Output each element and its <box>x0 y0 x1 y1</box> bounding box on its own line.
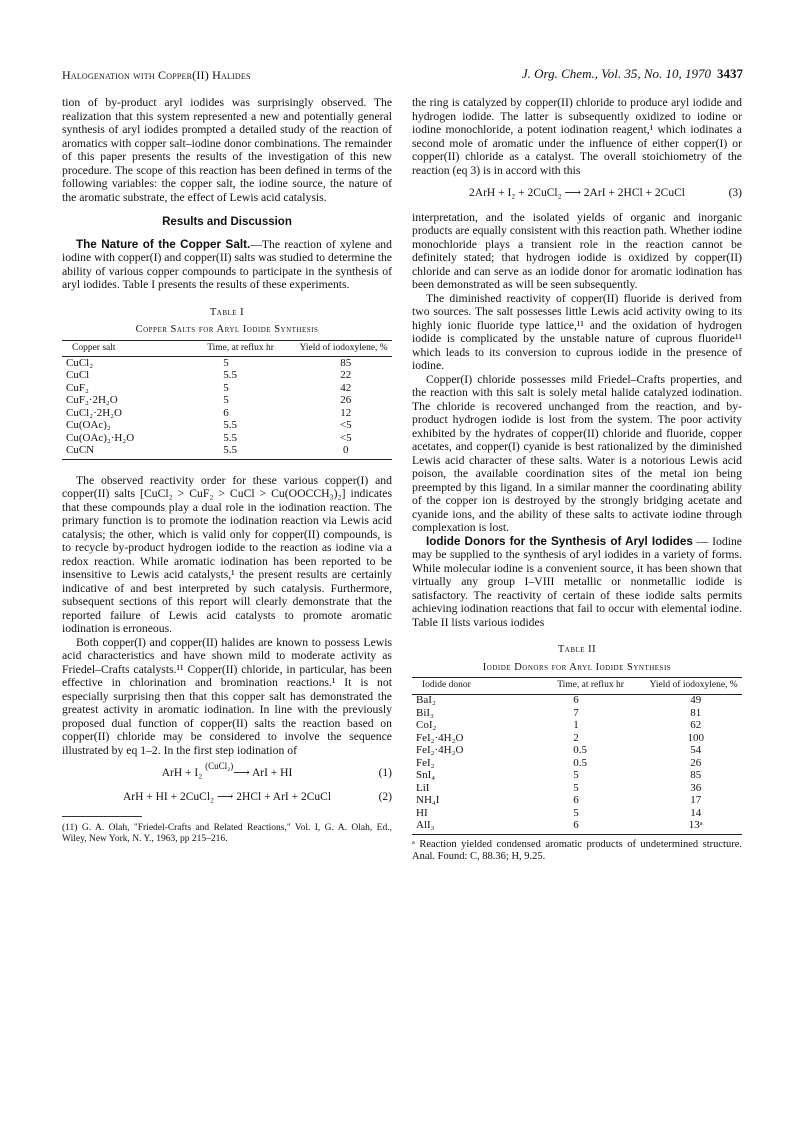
paragraph: The observed reactivity order for these various copper(I) and copper(II) salts [CuCl₂ > CuF₂ > CuCl > Cu(OOCCH₃)₂] indicates that these compounds play a dual role in the iodination reaction. The primary function is to promote the iodination reaction via Lewis acid catalysis; the other, which is valid only for copper(II) compounds, is to recycle by-product hydrogen iodide to the reaction as iodine via a redox reaction. While aromatic iodination has been reported to be insensitive to Lewis acid catalysts,¹ the present results are certainly indicative of and best interpreted by such catalysis. Furthermore, subsequent sections of this report will clearly demonstrate that the reported failure of Lewis acid catalysts to promote aromatic iodination is erroneous. <box>62 473 392 635</box>
table-cell: 5 <box>573 806 579 819</box>
table-cell: FeI₂ <box>416 756 435 769</box>
table-cell: 26 <box>690 756 702 769</box>
table-cell: 62 <box>690 719 702 731</box>
table-cell: 5 <box>223 356 229 369</box>
table-cell: CuF₂·2H₂O <box>66 394 118 406</box>
table-row <box>62 395 392 408</box>
paragraph: tion of by-product aryl iodides was surprisingly observed. The realization that this system represented a new and potentially general synthesis of aryl iodides prompted a detailed study of the reaction of aromatics with copper salt–iodine donor combinations. The remainder of this paper presents the results of the investigation of this new procedure. The scope of this reaction has been defined in terms of the following variables: the copper salt, the iodine source, the nature of the aromatic substrate, the effect of Lewis acid catalysis. <box>62 96 392 204</box>
table-cell: CuCl₂·2H₂O <box>66 406 122 419</box>
left-column <box>62 96 392 845</box>
journal-citation <box>522 66 743 82</box>
table-cell: 100 <box>687 731 705 744</box>
equation-number: (2) <box>378 790 392 803</box>
table-1-grid <box>62 340 392 460</box>
table-cell: 81 <box>690 706 702 719</box>
table-cell: 12 <box>340 406 352 419</box>
column-header: Copper salt <box>62 340 207 357</box>
table-cell: CoI₂ <box>416 719 437 731</box>
table-row <box>62 370 392 383</box>
table-cell: Cu(OAc)₂ <box>66 419 111 431</box>
table-cell: 49 <box>690 694 702 706</box>
table-cell: <5 <box>339 419 352 431</box>
footnote: (11) G. A. Olah, "Friedel-Crafts and Related Reactions," Vol. I, G. A. Olah, Ed., Wiley, New York, N. Y., 1963, pp 215–216. <box>62 823 392 844</box>
table-cell: 1 <box>573 719 579 731</box>
table-row <box>62 407 392 420</box>
equation-body: ArH + HI + 2CuCl₂ ⟶ 2HCl + ArI + 2CuCl <box>122 790 332 803</box>
table-label: Table II <box>557 644 597 655</box>
column-header: Time, at reflux hr <box>207 340 299 357</box>
equation-2 <box>62 791 392 805</box>
table-cell: 85 <box>340 356 352 369</box>
section-title: Results and Discussion <box>162 216 292 228</box>
run-in-heading: The Nature of the Copper Salt. <box>76 237 251 251</box>
paragraph-text: — Iodine may be supplied to the synthesis of aryl iodides in a variety of forms. While molecular iodine is a convenient source, it has been shown that virtually any group I–VIII metallic or nonmetallic iodide is satisfactory. The reactivity of certain of these iodide salts permits achieving iodination reactions that fail to occur with elemental iodine. Table II lists various iodides <box>412 534 742 629</box>
table-row <box>412 820 742 835</box>
right-column <box>412 96 742 877</box>
table-cell: <5 <box>339 431 352 444</box>
table-cell: AlI₃ <box>412 820 557 835</box>
paragraph: the ring is catalyzed by copper(II) chloride to produce aryl iodide and hydrogen iodide. The latter is subsequently oxidized to iodine or iodine monochloride, a potent iodination reagent,¹ which iodinates a second mole of aromatic under the influence of either copper(I) or copper(II) chloride as a catalyst. The overall stoichiometry of the reaction (eq 3) is in accord with this <box>412 96 742 177</box>
table-cell: Cu(OAc)₂·H₂O <box>66 431 135 444</box>
equation-3 <box>412 187 742 201</box>
table-2-grid <box>412 677 742 835</box>
table-row <box>412 757 742 770</box>
table-cell: 7 <box>573 706 579 719</box>
table-row <box>412 694 742 707</box>
running-header: Halogenation with Copper(II) Halides <box>62 68 251 82</box>
table-cell: 0.5 <box>573 744 587 756</box>
equation-number: (1) <box>378 767 392 779</box>
table-label: Table I <box>209 306 245 318</box>
table-cell: 5.5 <box>207 445 299 460</box>
table-cell: BiI₃ <box>416 706 434 719</box>
table-title: Iodide Donors for Aryl Iodide Synthesis <box>482 661 672 673</box>
table-cell: CuCl <box>66 369 90 381</box>
table-cell: 85 <box>690 769 702 781</box>
paragraph: The diminished reactivity of copper(II) fluoride is derived from two sources. The salt possesses little Lewis acid activity owing to its highly ionic fluoride type lattice,¹¹ and the oxidation of hydrogen iodide is complicated by the unstable nature of cuprous fluoride¹¹ which leads to its conversion to cuprous iodide in the presence of iodine. <box>412 291 742 372</box>
column-header: Iodide donor <box>412 678 557 695</box>
table-footnote: ᵃ Reaction yielded condensed aromatic products of undetermined structure. Anal. Found: C, 88.36; H, 9.25. <box>412 838 742 862</box>
table-cell: 5.5 <box>223 431 237 444</box>
table-1 <box>62 306 392 460</box>
table-cell: 17 <box>690 794 702 806</box>
equation-lhs: ArH + I₂ <box>161 767 203 779</box>
equation-body: 2ArH + I₂ + 2CuCl₂ ⟶ 2ArI + 2HCl + 2CuCl <box>469 187 685 199</box>
table-row <box>412 732 742 745</box>
table-cell: 36 <box>690 781 702 794</box>
table-row <box>412 795 742 808</box>
table-row <box>412 807 742 820</box>
footnote-rule <box>62 816 142 817</box>
table-cell: 54 <box>690 744 702 756</box>
table-row <box>62 445 392 460</box>
paragraph: Copper(I) chloride possesses mild Friedel–Crafts properties, and the reaction with this salt is solely metal halide catalyzed iodination. The chloride is recovered unchanged from the reaction, and by-product hydrogen iodide is lost from the system. The poor activity exhibited by the hydrates of copper(II) chloride and fluoride, copper acetates, and copper(I) cyanide is best rationalized by the diminished Lewis acid character of these salts. Water is a notorious Lewis acid poison, the available coordination sites of the metal ion being preempted by this ligand. In a similar manner the coordinating ability of the copper ion is destroyed by the strongly bridging acetate and cyanide ions, and the ability of these salts to activate iodine through complexation is lost. <box>412 372 742 534</box>
table-cell: 5.5 <box>223 419 237 431</box>
table-cell: 2 <box>573 731 579 744</box>
table-cell: 0.5 <box>573 756 587 769</box>
table-cell: 13ᵃ <box>650 820 742 835</box>
table-row <box>412 707 742 720</box>
table-cell: 42 <box>340 381 352 394</box>
table-row <box>412 745 742 758</box>
catalyst-label: (CuCl₂) <box>205 761 234 771</box>
table-cell: 5 <box>223 381 229 394</box>
table-row <box>62 420 392 433</box>
equation-number: (3) <box>728 187 742 199</box>
table-cell: 5.5 <box>223 369 237 381</box>
table-cell: FeI₂·4H₂O <box>416 731 464 744</box>
table-cell: CuF₂ <box>66 381 89 394</box>
table-cell: CuCl₂ <box>66 356 94 369</box>
table-cell: NH₄I <box>416 794 440 806</box>
table-row <box>412 770 742 783</box>
page-number: 3437 <box>717 66 743 81</box>
table-cell: 5 <box>573 781 579 794</box>
table-cell: LiI <box>416 781 430 794</box>
table-cell: 26 <box>340 394 352 406</box>
table-cell: CuCN <box>62 445 207 460</box>
paragraph: Both copper(I) and copper(II) halides are known to possess Lewis acid characteristics and have shown mild to moderate activity as Friedel–Crafts catalysts.¹¹ Copper(II) chloride, in particular, has been effective in chlorination and bromination reactions.¹ It is not especially surprising then that this copper salt has demonstrated the greatest activity in aromatic iodination. In line with the previously proposed dual function of copper(II) salts the reaction based on copper(II) chloride may be considered to involve the sequence illustrated by eq 1–2. In the first step iodination of <box>62 635 392 757</box>
table-row <box>62 432 392 445</box>
table-cell: 6 <box>223 406 229 419</box>
column-header: Yield of iodoxylene, % <box>300 340 392 357</box>
table-row <box>412 782 742 795</box>
table-cell: 22 <box>340 369 352 381</box>
column-header: Yield of iodoxylene, % <box>650 678 742 695</box>
table-cell: BaI₂ <box>416 694 436 706</box>
table-cell: 6 <box>557 820 649 835</box>
table-row <box>62 357 392 370</box>
paragraph: interpretation, and the isolated yields of organic and inorganic products are equally consistent with this reaction path. Whether iodine monochloride plays a transient role in the reaction cannot be definitely stated; that hydrogen iodide is oxidized by copper(II) chloride and can serve as an iodide donor for aromatic iodination has been demonstrated as will be seen subsequently. <box>412 210 742 291</box>
table-cell: 5 <box>223 394 229 406</box>
journal-ref: J. Org. Chem., Vol. 35, No. 10, 1970 <box>521 66 711 81</box>
table-cell: FeI₂·4H₂O <box>416 744 464 756</box>
table-cell: 6 <box>573 794 579 806</box>
table-title: Copper Salts for Aryl Iodide Synthesis <box>135 324 319 335</box>
table-2 <box>412 643 742 863</box>
equation-1: ArH + I₂ $^{(CuCl_2)}$⟶ ArI + HI (1) <box>161 761 392 779</box>
table-cell: SnI₄ <box>416 769 436 781</box>
table-cell: 14 <box>690 806 702 819</box>
table-cell: 6 <box>573 694 579 706</box>
paragraph <box>412 535 742 630</box>
table-cell: 0 <box>300 445 392 460</box>
table-row <box>412 720 742 733</box>
equation-rhs: ArI + HI <box>251 767 293 779</box>
column-header: Time, at reflux hr <box>557 678 649 695</box>
table-cell: 5 <box>573 769 579 781</box>
paragraph-text: —The reaction of xylene and iodine with copper(I) and copper(II) salts was studied to determine the ability of various copper compounds to participate in the synthesis of aryl iodides. Table I presents the results of these experiments. <box>62 237 392 291</box>
table-cell: HI <box>416 806 428 819</box>
run-in-heading: Iodide Donors for the Synthesis of Aryl Iodides <box>426 534 693 548</box>
table-row <box>62 382 392 395</box>
paragraph <box>62 238 392 292</box>
